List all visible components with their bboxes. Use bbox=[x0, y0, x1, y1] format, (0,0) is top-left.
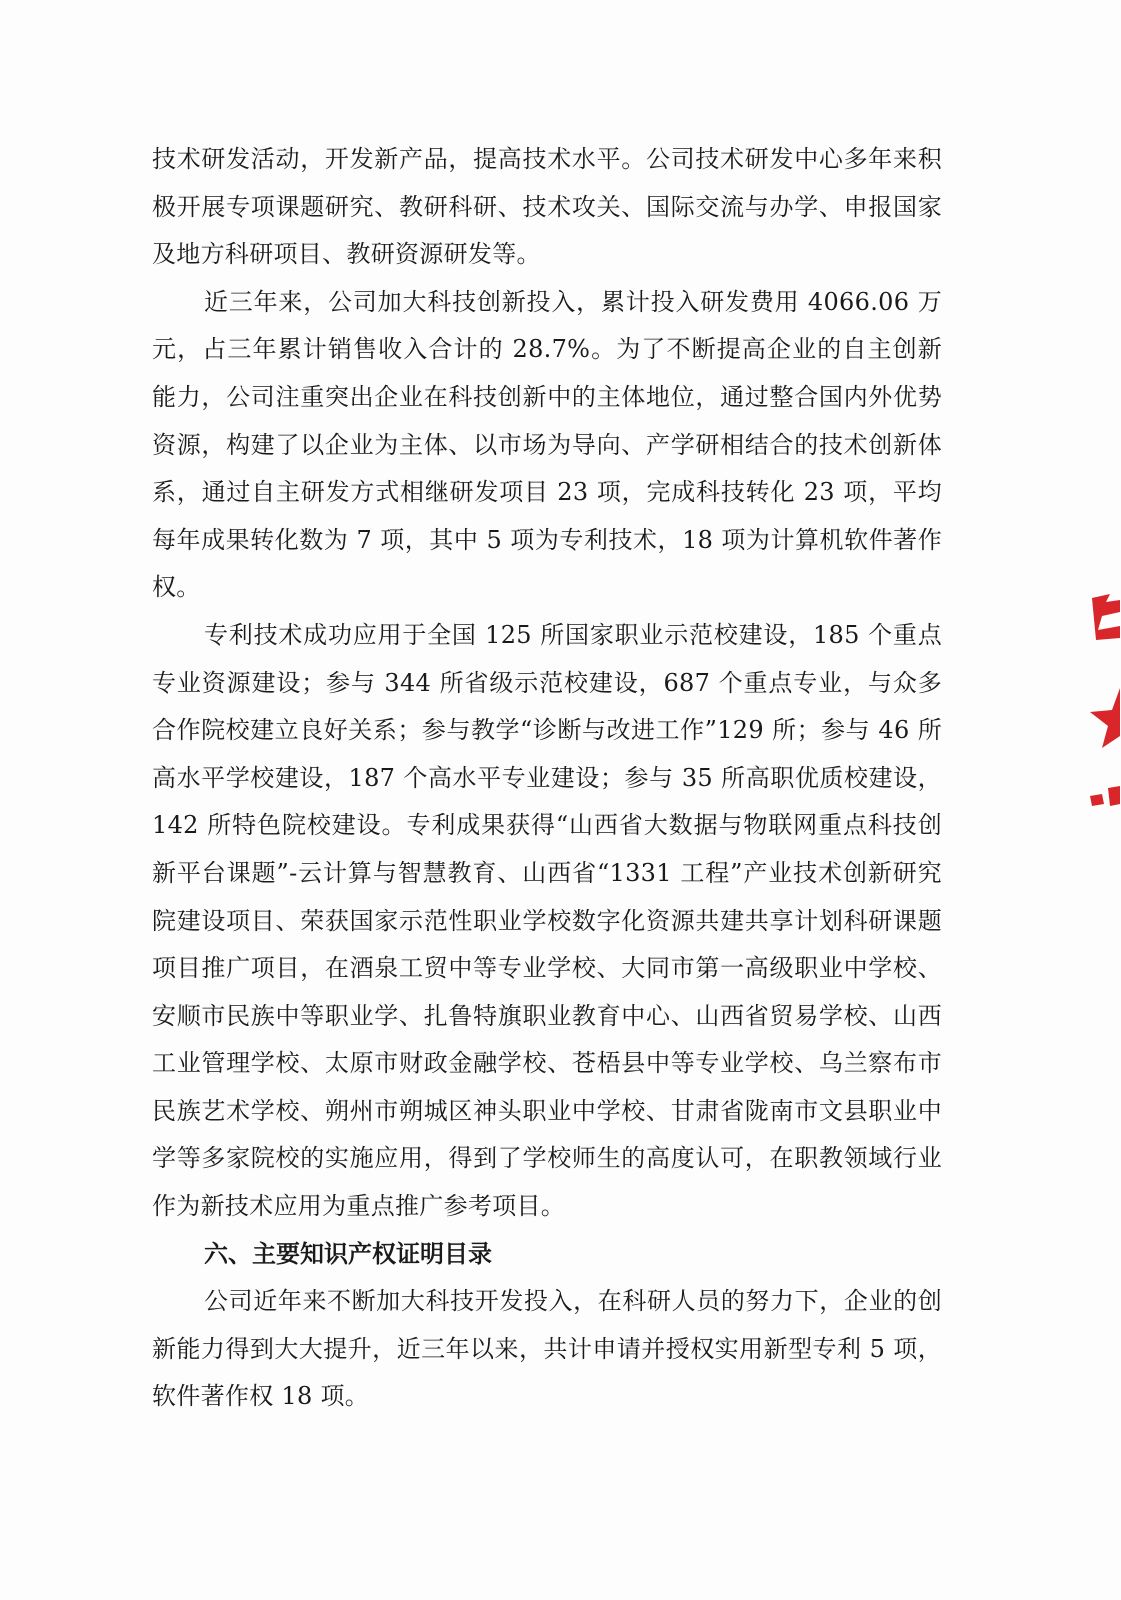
paragraph-rd-activities: 技术研发活动，开发新产品，提高技术水平。公司技术研发中心多年来积极开展专项课题研究、教研科研、技术攻关、国际交流与办学、申报国家及地方科研项目、教研资源研发等。 bbox=[152, 145, 942, 269]
document-body bbox=[152, 136, 942, 1421]
paragraph-patent-applications: 专利技术成功应用于全国 125 所国家职业示范校建设，185 个重点专业资源建设；参与 344 所省级示范校建设，687 个重点专业，与众多合作院校建立良好关系；参与教学“诊断与改进工作”129 所；参与 46 所高水平学校建设，187 个高水平专业建设；参与 35 所高职优质校建设，142 所特色院校建设。专利成果获得“山西省大数据与物联网重点科技创新平台课题”-云计算与智慧教育、山西省“1331 工程”产业技术创新研究院建设项目、荣获国家示范性职业学校数字化资源共建共享计划科研课题项目推广项目，在酒泉工贸中等专业学校、大同市第一高级职业中学校、安顺市民族中等职业学、扎鲁特旗职业教育中心、山西省贸易学校、山西工业管理学校、太原市财政金融学校、苍梧县中等专业学校、乌兰察布市民族艺术学校、朔州市朔城区神头职业中学校、甘肃省陇南市文县职业中学等多家院校的实施应用，得到了学校师生的高度认可，在职教领域行业作为新技术应用为重点推广参考项目。 bbox=[152, 620, 942, 1221]
paragraph-ip-summary: 公司近年来不断加大科技开发投入，在科研人员的努力下，企业的创新能力得到大大提升，近三年以来，共计申请并授权实用新型专利 5 项，软件著作权 18 项。 bbox=[152, 1287, 942, 1411]
seal-stroke-top bbox=[1092, 594, 1120, 640]
seal-star-fragment bbox=[1090, 688, 1120, 748]
seal-stroke-bottom bbox=[1090, 786, 1120, 806]
paragraph-rd-investment: 近三年来，公司加大科技创新投入，累计投入研发费用 4066.06 万元，占三年累计销售收入合计的 28.7%。为了不断提高企业的自主创新能力，公司注重突出企业在科技创新中的主体地位，通过整合国内外优势资源，构建了以企业为主体、以市场为导向、产学研相结合的技术创新体系，通过自主研发方式相继研发项目 23 项，完成科技转化 23 项，平均每年成果转化数为 7 项，其中 5 项为专利技术，18 项为计算机软件著作权。 bbox=[152, 287, 942, 602]
section-heading-ip-catalog: 六、主要知识产权证明目录 bbox=[204, 1239, 492, 1268]
red-seal-fragment bbox=[1082, 590, 1121, 820]
